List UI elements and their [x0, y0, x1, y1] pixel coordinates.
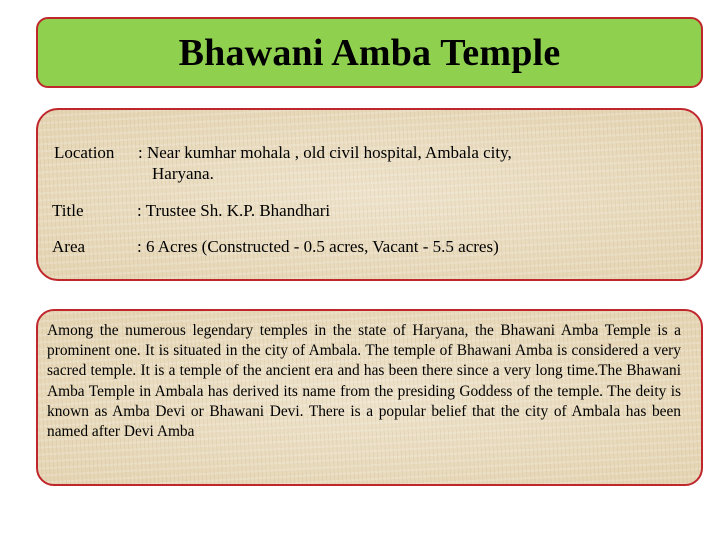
area-row — [52, 236, 687, 258]
page-title: Bhawani Amba Temple — [178, 31, 561, 74]
location-value-line1: : Near kumhar mohala , old civil hospital, Ambala city, — [138, 143, 512, 162]
location-row — [52, 142, 687, 186]
title-label: Title — [52, 201, 84, 220]
area-value: : 6 Acres (Constructed - 0.5 acres, Vacant - 5.5 acres) — [137, 237, 499, 256]
location-value-line2: Haryana. — [152, 164, 214, 183]
location-value — [138, 142, 687, 184]
location-label: Location — [54, 143, 115, 162]
description-text: Among the numerous legendary temples in the state of Haryana, the Bhawani Amba Temple is a prominent one. It is situated in the city of Ambala. The temple of Bhawani Amba is considered a very sacred temple. It is a temple of the ancient era and has been there since a very long time.The Bhawani Amba Temple in Ambala has derived its name from the presiding Goddess of the temple. The deity is known as Amba Devi or Bhawani Devi. There is a popular belief that the city of Ambala has been named after Devi Amba — [47, 322, 681, 441]
info-panel — [36, 108, 703, 281]
description-panel — [36, 309, 703, 486]
area-label: Area — [52, 237, 86, 256]
title-row — [52, 200, 687, 222]
title-value: : Trustee Sh. K.P. Bhandhari — [137, 201, 331, 220]
title-banner — [36, 17, 703, 88]
